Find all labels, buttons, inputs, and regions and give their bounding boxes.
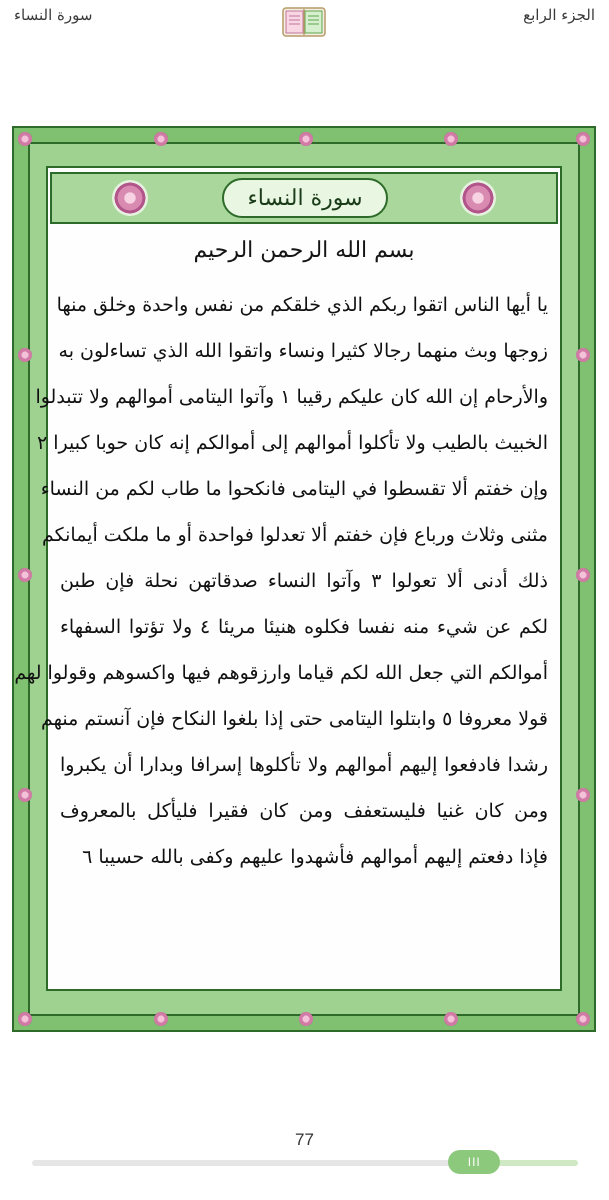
corner-flower-icon xyxy=(576,1012,590,1026)
verse-line[interactable]: فإذا دفعتم إليهم أموالهم فأشهدوا عليهم وكفى بالله حسيبا ٦ xyxy=(82,846,548,868)
corner-flower-icon xyxy=(576,132,590,146)
border-flower-icon xyxy=(299,132,313,146)
grip-icon: III xyxy=(467,1155,481,1169)
surah-title-cartouche xyxy=(222,178,388,218)
verse-line[interactable]: ذلك أدنى ألا تعولوا ٣ وآتوا النساء صدقاتهن نحلة فإن طبن xyxy=(60,570,548,592)
verse-line[interactable]: وإن خفتم ألا تقسطوا في اليتامى فانكحوا ما طاب لكم من النساء xyxy=(40,478,548,500)
page-number: 77 xyxy=(295,1130,314,1149)
border-flower-icon xyxy=(299,1012,313,1026)
border-flower-icon xyxy=(18,788,32,802)
verse-line[interactable]: رشدا فادفعوا إليهم أموالهم ولا تأكلوها إسرافا وبدارا أن يكبروا xyxy=(60,754,548,776)
border-flower-icon xyxy=(444,132,458,146)
corner-flower-icon xyxy=(18,1012,32,1026)
border-flower-icon xyxy=(18,568,32,582)
verse-line[interactable]: أموالكم التي جعل الله لكم قياما وارزقوهم فيها واكسوهم وقولوا لهم xyxy=(14,662,548,684)
surah-title-band xyxy=(50,172,558,224)
basmala: بسم الله الرحمن الرحيم xyxy=(193,238,415,263)
verse-lines[interactable] xyxy=(14,282,548,880)
border-flower-icon xyxy=(576,348,590,362)
rosette-icon xyxy=(112,180,148,216)
verse-line[interactable]: الخبيث بالطيب ولا تأكلوا أموالهم إلى أموالكم إنه كان حوبا كبيرا ٢ xyxy=(36,432,548,454)
border-flower-icon xyxy=(444,1012,458,1026)
border-flower-icon xyxy=(576,788,590,802)
juz-label: الجزء الرابع xyxy=(523,6,595,24)
border-flower-icon xyxy=(154,132,168,146)
verse-line[interactable]: والأرحام إن الله كان عليكم رقيبا ١ وآتوا اليتامى أموالهم ولا تتبدلوا xyxy=(35,386,548,408)
verse-line[interactable]: ومن كان غنيا فليستعفف ومن كان فقيرا فليأكل بالمعروف xyxy=(60,800,548,822)
border-flower-icon xyxy=(154,1012,168,1026)
page-scrubber-thumb[interactable] xyxy=(448,1150,500,1174)
verse-line[interactable]: قولا معروفا ٥ وابتلوا اليتامى حتى إذا بلغوا النكاح فإن آنستم منهم xyxy=(40,708,548,730)
corner-flower-icon xyxy=(18,132,32,146)
verse-line[interactable]: يا أيها الناس اتقوا ربكم الذي خلقكم من نفس واحدة وخلق منها xyxy=(56,294,548,316)
surah-name-label: سورة النساء xyxy=(14,6,93,24)
top-bar xyxy=(0,0,609,50)
rosette-icon xyxy=(460,180,496,216)
border-flower-icon xyxy=(576,568,590,582)
verse-line[interactable]: لكم عن شيء منه نفسا فكلوه هنيئا مريئا ٤ ولا تؤتوا السفهاء xyxy=(60,616,548,638)
quran-book-icon[interactable] xyxy=(281,5,327,39)
border-flower-icon xyxy=(18,348,32,362)
verse-line[interactable]: زوجها وبث منهما رجالا كثيرا ونساء واتقوا الله الذي تساءلون به xyxy=(58,340,548,362)
verse-line[interactable]: مثنى وثلاث ورباع فإن خفتم ألا تعدلوا فواحدة أو ما ملكت أيمانكم xyxy=(41,524,548,546)
surah-title: سورة النساء xyxy=(247,185,363,211)
